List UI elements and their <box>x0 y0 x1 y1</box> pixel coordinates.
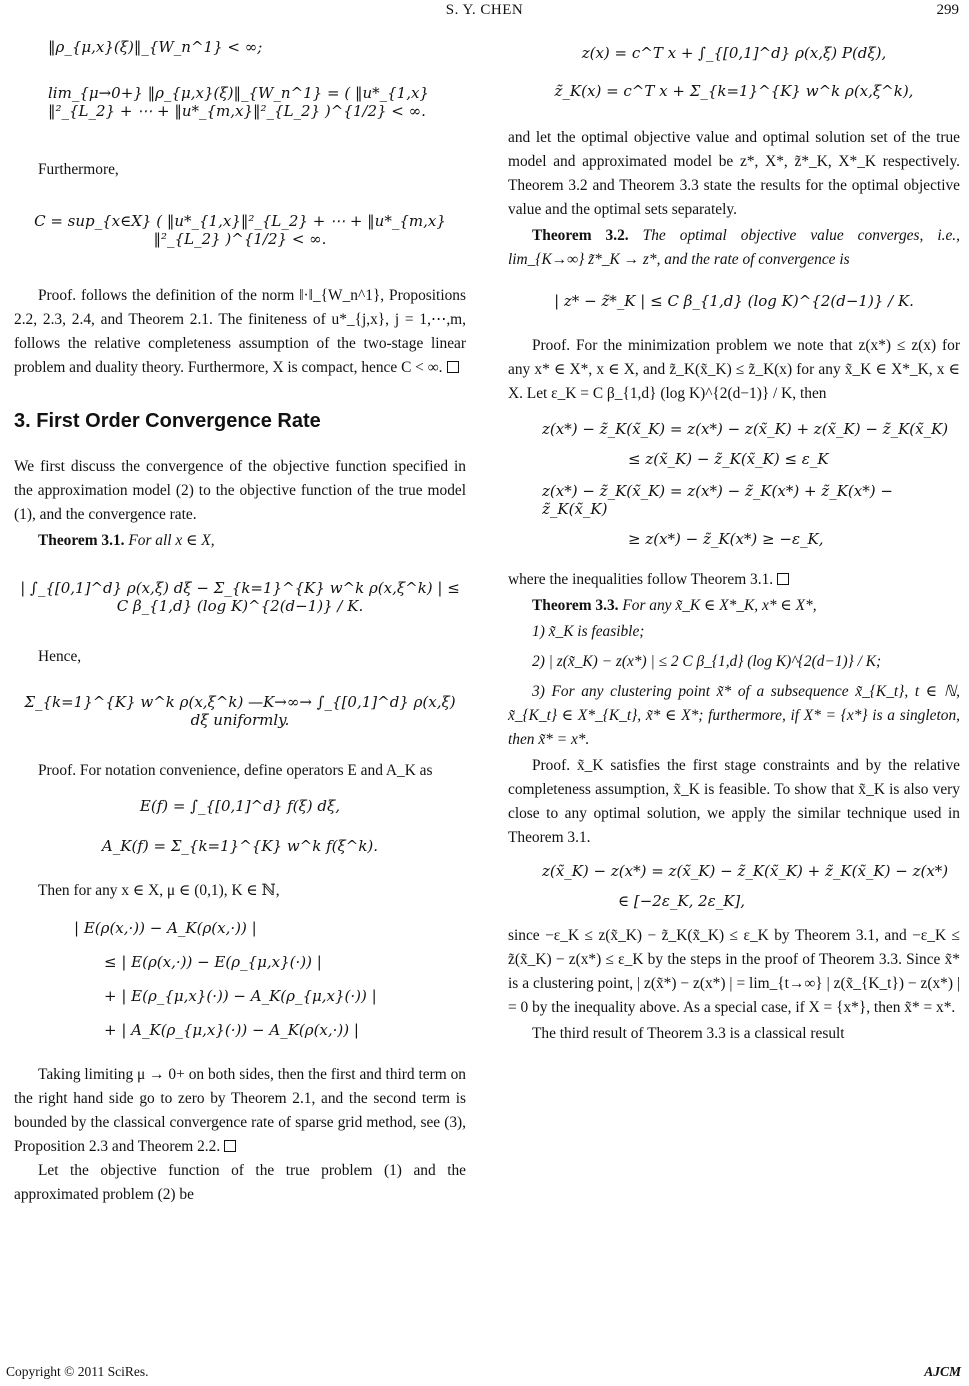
paragraph-since: since −ε_K ≤ z(x̃_K) − z̃_K(x̃_K) ≤ ε_K by Theorem 3.1, and −ε_K ≤ z̃(x̃_K) − z(x*) ≤ ε_K by the steps in the proof of Theorem 3.3. Since x̃* is a clustering point, | z(x̃*) − z(x*) | = lim_{t→∞} | z(x̃_{K_t}) − z(x*) | = 0 by the inequality above. As a special case, if X = {x*}, then x̃* = x*. <box>508 927 960 1016</box>
paragraph-optimal-sets: and let the optimal objective value and optimal solution set of the true model and approximated model be z*, X*, z̃*_K, X*_K respectively. Theorem 3.2 and Theorem 3.3 state the results for the optimal objective value and the optimal sets separately. <box>508 129 960 218</box>
paragraph-taking-limit <box>14 1063 466 1159</box>
theorem-3-3-label: Theorem 3.3. <box>532 597 619 614</box>
equation-z: z(x) = c^T x + ∫_{[0,1]^d} ρ(x,ξ) P(dξ), <box>581 44 887 62</box>
paragraph-then-any: Then for any x ∈ X, μ ∈ (0,1), K ∈ ℕ, <box>38 882 280 899</box>
theorem-3-1-label: Theorem 3.1. <box>38 532 125 549</box>
equation-z-tilde-K: z̃_K(x) = c^T x + Σ_{k=1}^{K} w^k ρ(x,ξ^k), <box>554 82 914 100</box>
running-author: S. Y. CHEN <box>445 2 524 18</box>
inequality-line-2: ≤ | E(ρ(x,·)) − E(ρ_{μ,x}(·)) | <box>104 953 322 971</box>
theorem-3-3 <box>508 594 960 618</box>
proof-4-equation-1: z(x̃_K) − z(x*) = z(x̃_K) − z̃_K(x̃_K) + z̃_K(x̃_K) − z(x*) <box>542 862 949 880</box>
page-number: 299 <box>936 2 959 18</box>
equation-uniform: Σ_{k=1}^{K} w^k ρ(x,ξ^k) —K→∞→ ∫_{[0,1]^d} ρ(x,ξ) dξ uniformly. <box>24 693 456 729</box>
theorem-3-3-text: For any x̃_K ∈ X*_K, x* ∈ X*, <box>622 597 817 614</box>
page-footer <box>0 1362 969 1386</box>
paragraph-hence: Hence, <box>38 648 82 665</box>
theorem-3-1-text: For all x ∈ X, <box>128 532 215 549</box>
equation-theorem-3-2: | z* − z̃*_K | ≤ C β_{1,d} (log K)^{2(d−1)} / K. <box>554 292 914 310</box>
equation-operator-E: E(f) = ∫_{[0,1]^d} f(ξ) dξ, <box>139 797 341 815</box>
proof-3-equation-4: ≥ z(x*) − z̃_K(x*) ≥ −ε_K, <box>628 530 824 548</box>
theorem-3-3-item-2: 2) | z(x̃_K) − z(x*) | ≤ 2 C β_{1,d} (log K)^{2(d−1)} / K; <box>532 653 882 670</box>
section-intro: We first discuss the convergence of the objective function specified in the approximation model (2) to the objective function of the true model (1), and the convergence rate. <box>14 458 466 523</box>
theorem-3-3-item-1: 1) x̃_K is feasible; <box>532 623 645 640</box>
proof-3-equation-1: z(x*) − z̃_K(x̃_K) = z(x*) − z(x̃_K) + z(x̃_K) − z̃_K(x̃_K) <box>542 420 949 438</box>
theorem-3-2-label: Theorem 3.2. <box>532 227 629 244</box>
paragraph-furthermore: Furthermore, <box>38 161 119 178</box>
proof-paragraph-4: Proof. x̃_K satisfies the first stage constraints and by the relative completeness assumption, x̃_K is feasible. To show that x̃_K is also very close to any optimal solution, we apply the similar technique used in Theorem 3.1. <box>508 757 960 846</box>
page-header <box>0 0 969 24</box>
equation-C: C = sup_{x∈X} ( ‖u*_{1,x}‖²_{L_2} + ⋯ + ‖u*_{m,x}‖²_{L_2} )^{1/2} < ∞. <box>34 212 446 248</box>
journal-abbreviation: AJCM <box>924 1364 961 1379</box>
copyright-notice: Copyright © 2011 SciRes. <box>6 1364 149 1379</box>
where-inequalities-text: where the inequalities follow Theorem 3.1. <box>508 571 774 588</box>
taking-limit-text: Taking limiting μ → 0+ on both sides, then the first and third term on the right hand side go to zero by Theorem 2.1, and the second term is bounded by the classical convergence rate of sparse grid method, see (3), Proposition 2.3 and Theorem 2.2. <box>14 1066 466 1155</box>
paragraph-third-result: The third result of Theorem 3.3 is a classical result <box>532 1025 845 1042</box>
proof-4-equation-2: ∈ [−2ε_K, 2ε_K], <box>618 892 746 910</box>
theorem-3-3-item-3: 3) For any clustering point x̃* of a subsequence x̃_{K_t}, t ∈ ℕ, x̃_{K_t} ∈ X*_{K_t}, x̃* ∈ X*; furthermore, if X* = {x*} is a singleton, then x̃* = x*. <box>508 683 960 748</box>
section-title: 3. First Order Convergence Rate <box>14 410 321 432</box>
theorem-3-1 <box>14 529 466 553</box>
paragraph-where-inequalities <box>508 568 960 592</box>
inequality-line-1: | E(ρ(x,·)) − A_K(ρ(x,·)) | <box>74 919 257 937</box>
proof-paragraph-2: Proof. For notation convenience, define operators E and A_K as <box>38 762 433 779</box>
theorem-3-2-text: The optimal objective value converges, i.e., lim_{K→∞} z̃*_K → z*, and the rate of convergence is <box>508 227 960 268</box>
equation-theorem-3-1: | ∫_{[0,1]^d} ρ(x,ξ) dξ − Σ_{k=1}^{K} w^k ρ(x,ξ^k) | ≤ C β_{1,d} (log K)^{2(d−1)} / K. <box>20 579 460 615</box>
equation-limit: lim_{μ→0+} ‖ρ_{μ,x}(ξ)‖_{W_n^1} = ( ‖u*_{1,x}‖²_{L_2} + ⋯ + ‖u*_{m,x}‖²_{L_2} )^{1/2} < ∞. <box>48 84 429 120</box>
proof-paragraph-3: Proof. For the minimization problem we note that z(x*) ≤ z(x) for any x* ∈ X*, x ∈ X, and z̃_K(x̃_K) ≤ z̃_K(x) for any x̃_K ∈ X*_K, x ∈ X. Let ε_K = C β_{1,d} (log K)^{2(d−1)} / K, then <box>508 337 960 402</box>
qed-square-icon <box>447 361 459 373</box>
qed-square-icon <box>224 1140 236 1152</box>
inequality-line-3: + | E(ρ_{μ,x}(·)) − A_K(ρ_{μ,x}(·)) | <box>104 987 377 1005</box>
paragraph-let-objective: Let the objective function of the true problem (1) and the approximated problem (2) be <box>14 1162 466 1203</box>
inequality-line-4: + | A_K(ρ_{μ,x}(·)) − A_K(ρ(x,·)) | <box>104 1021 359 1039</box>
theorem-3-2 <box>508 224 960 272</box>
qed-square-icon <box>777 573 789 585</box>
left-column <box>14 28 466 1207</box>
right-column <box>508 28 960 1046</box>
proof-paragraph-1 <box>14 284 466 380</box>
proof-3-equation-3: z(x*) − z̃_K(x̃_K) = z(x*) − z̃_K(x*) + z̃_K(x*) − z̃_K(x̃_K) <box>542 482 893 518</box>
proof-3-equation-2: ≤ z(x̃_K) − z̃_K(x̃_K) ≤ ε_K <box>628 450 829 468</box>
equation-operator-A: A_K(f) = Σ_{k=1}^{K} w^k f(ξ^k). <box>101 837 379 855</box>
proof-1-text: Proof. follows the definition of the norm ‖·‖_{W_n^1}, Propositions 2.2, 2.3, 2.4, and Theorem 2.1. The finiteness of u*_{j,x}, j = 1,⋯,m, follows the relative completeness assumption of the two-stage linear problem and duality theory. Furthermore, X is compact, hence C < ∞. <box>14 287 466 376</box>
equation-norm-finite: ‖ρ_{μ,x}(ξ)‖_{W_n^1} < ∞; <box>48 38 263 56</box>
